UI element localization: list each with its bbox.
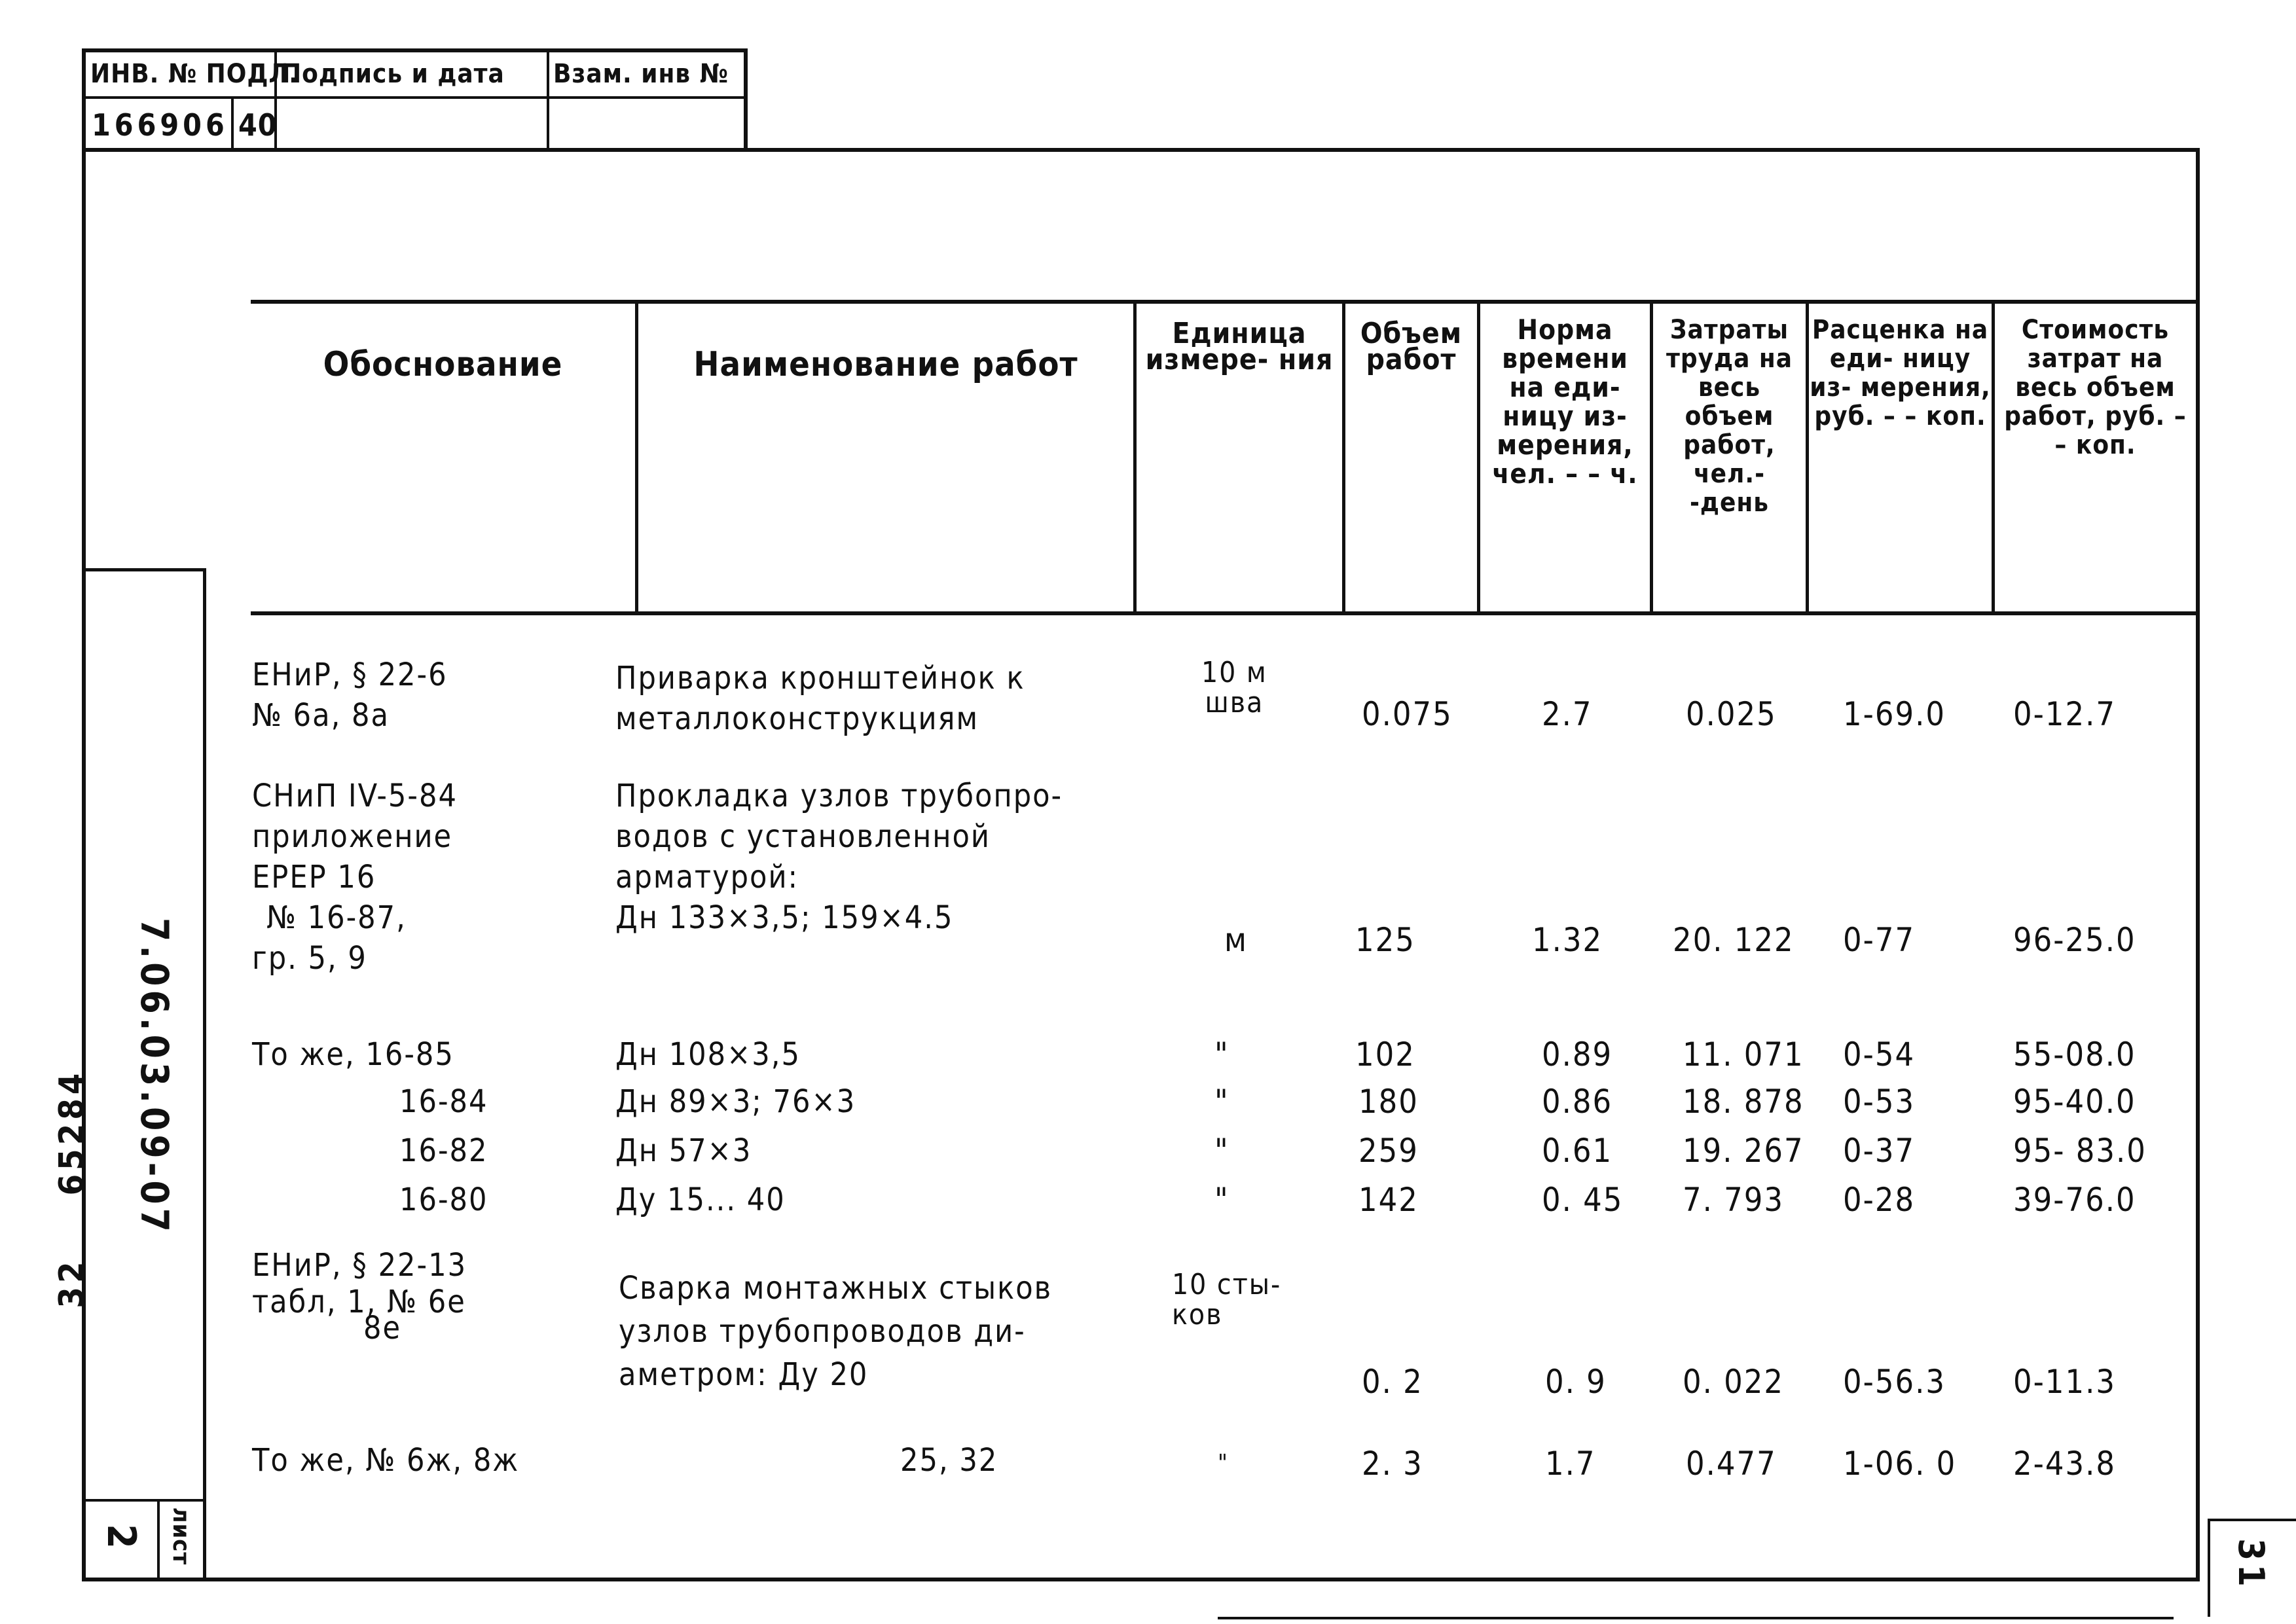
row-unit: 10 м шва [1201,656,1267,719]
row-cost: 96-25.0 [2013,921,2136,959]
row-volume: 2. 3 [1362,1445,1423,1483]
row-rate: 1-69.0 [1843,695,1946,733]
row-unit: " [1218,1450,1229,1477]
row-labor: 7. 793 [1683,1181,1785,1219]
row-name: Прокладка узлов трубопро- водов с установленной арматурой: Дн 133×3,5; 159×4.5 [615,778,1063,936]
row-cost: 0-11.3 [2013,1363,2116,1401]
row-rate: 0-37 [1843,1132,1916,1170]
row-labor: 19. 267 [1683,1132,1804,1170]
row-volume: 0. 2 [1362,1363,1423,1401]
row-cost: 55-08.0 [2013,1036,2136,1074]
row-name: Ду 15... 40 [615,1182,786,1218]
stamp-header-replacement: Взам. инв № [553,59,729,89]
row-basis: ЕНиР, § 22-6 № 6а, 8а [252,657,448,734]
row-unit: м [1224,921,1248,959]
row-norm: 1.32 [1532,921,1603,959]
doc-page-number: 32 [52,1257,92,1308]
row-norm: 0.86 [1542,1083,1613,1121]
row-rate: 0-54 [1843,1036,1916,1074]
sheet-label: лист [168,1507,194,1566]
row-name: Дн 89×3; 76×3 [615,1083,856,1120]
row-basis: ЕНиР, § 22-13 табл, 1, № 6е 8е [252,1247,467,1346]
stamp-inv-number: 166906 [92,107,228,143]
row-norm: 0.61 [1542,1132,1613,1170]
row-unit: " [1214,1083,1230,1121]
row-volume: 180 [1358,1083,1419,1121]
row-cost: 2-43.8 [2013,1445,2116,1483]
row-name: Приварка кронштейнок к металлоконструкциям [615,660,1025,737]
header-unit: Единица измере- ния [1145,317,1334,376]
row-rate: 0-28 [1843,1181,1916,1219]
row-rate: 1-06. 0 [1843,1445,1957,1483]
row-volume: 0.075 [1362,695,1453,733]
row-unit: " [1214,1036,1230,1074]
header-rate: Расценка на еди- ницу из- мерения, руб. – – коп. [1810,315,1991,431]
row-basis: 16-80 [399,1182,488,1218]
sheet-value: 2 [98,1524,144,1553]
header-labor: Затраты труда на весь объем работ, чел.- -день [1666,315,1793,518]
row-norm: 0. 45 [1542,1181,1624,1219]
row-norm: 0.89 [1542,1036,1613,1074]
row-basis: То же, 16-85 [252,1036,454,1073]
row-basis: СНиП IV-5-84 приложение ЕРЕР 16 № 16-87, гр. 5, 9 [252,778,458,977]
row-rate: 0-53 [1843,1083,1916,1121]
row-cost: 39-76.0 [2013,1181,2136,1219]
row-labor: 11. 071 [1683,1036,1804,1074]
row-basis: 16-84 [399,1083,488,1120]
row-rate: 0-77 [1843,921,1916,959]
stamp-header-inv: ИНВ. № ПОДЛ. [90,59,299,89]
row-name: Сварка монтажных стыков узлов трубопроводов ди- аметром: Ду 20 [619,1270,1053,1393]
row-unit: 10 сты- ков [1172,1268,1282,1331]
row-volume: 125 [1355,921,1415,959]
row-basis: 16-82 [399,1132,488,1169]
stamp-header-signature: Подпись и дата [282,59,505,89]
header-volume: Объем работ [1360,317,1463,376]
row-rate: 0-56.3 [1843,1363,1946,1401]
header-name: Наименование работ [693,345,1078,384]
row-cost: 95- 83.0 [2013,1132,2147,1170]
row-name: Дн 57×3 [615,1132,752,1169]
row-basis: То же, № 6ж, 8ж [252,1442,520,1479]
header-cost: Стоимость затрат на весь объем работ, руб. – – коп. [2004,315,2187,460]
row-norm: 1.7 [1545,1445,1596,1483]
header-norm: Норма времени на еди- ницу из- мерения, чел. – – ч. [1492,314,1638,490]
row-cost: 95-40.0 [2013,1083,2136,1121]
right-page-number: 31 [2231,1538,2272,1591]
row-name: Дн 108×3,5 [615,1036,801,1073]
row-unit: " [1214,1132,1230,1170]
doc-code: 7.06.03.09-07 [132,918,177,1236]
row-volume: 142 [1358,1181,1419,1219]
row-labor: 0. 022 [1683,1363,1785,1401]
doc-number: 65284 [52,1069,92,1196]
row-labor: 0.025 [1686,695,1777,733]
row-volume: 102 [1355,1036,1415,1074]
row-cost: 0-12.7 [2013,695,2116,733]
row-norm: 2.7 [1542,695,1593,733]
row-volume: 259 [1358,1132,1419,1170]
row-unit: " [1214,1181,1230,1219]
row-norm: 0. 9 [1545,1363,1607,1401]
row-labor: 0.477 [1686,1445,1777,1483]
row-name: 25, 32 [900,1442,998,1479]
row-labor: 20. 122 [1673,921,1795,959]
row-labor: 18. 878 [1683,1083,1804,1121]
header-basis: Обоснование [323,345,563,384]
stamp-inv-suffix: 40 [238,107,278,143]
